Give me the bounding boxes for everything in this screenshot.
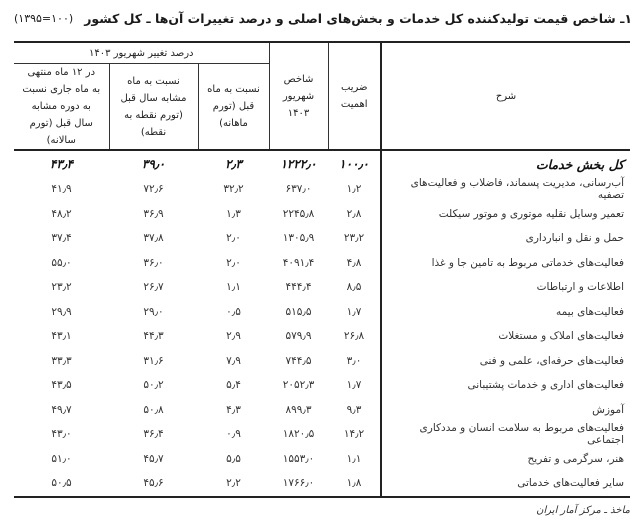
cell-monthly: ۴٫۳ [226, 403, 241, 416]
cell-index: ۱۵۵۳٫۰ [282, 452, 315, 465]
cell-desc: فعالیت‌های اداری و خدمات پشتیبانی [381, 373, 630, 398]
col-header-desc: شرح [381, 42, 630, 150]
cell-point: ۲۹٫۰ [143, 305, 164, 318]
cell-annual: ۴۳٫۰ [51, 428, 72, 441]
cell-point: ۳۷٫۸ [143, 232, 164, 245]
cell-annual: ۵۱٫۰ [51, 452, 72, 465]
col-header-index: شاخص شهریور ۱۴۰۳ [269, 42, 328, 150]
table-row [14, 300, 630, 325]
cell-index: ۲۰۵۲٫۳ [282, 379, 315, 392]
col-header-weight: ضریب اهمیت [328, 42, 381, 150]
cell-index: ۵۱۵٫۵ [285, 305, 312, 318]
cell-weight: ۲۶٫۸ [343, 330, 365, 343]
cell-weight: ۲۳٫۲ [343, 232, 365, 245]
cell-point: ۴۴٫۳ [143, 330, 164, 343]
cell-point: ۲۶٫۷ [143, 281, 164, 294]
cell-annual: ۵۰٫۵ [51, 477, 72, 490]
cell-point: ۳۹٫۰ [141, 157, 166, 171]
cell-index: ۱۳۰۵٫۹ [282, 232, 315, 245]
cell-monthly: ۱٫۳ [226, 207, 241, 220]
ppi-services-table [14, 41, 630, 498]
cell-desc: کل بخش خدمات [381, 150, 630, 177]
col-header-group-change: درصد تغییر شهریور ۱۴۰۳ [14, 42, 269, 64]
table-body [14, 150, 630, 497]
cell-desc: سایر فعالیت‌های خدماتی [381, 471, 630, 497]
cell-monthly: ۳۲٫۲ [223, 183, 244, 196]
table-row [14, 202, 630, 227]
cell-desc: فعالیت‌های املاک و مستغلات [381, 324, 630, 349]
col-header-point: نسبت به ماه مشابه سال قبل (تورم نقطه به نقطه) [109, 64, 198, 151]
table-row [14, 177, 630, 202]
table-title: ۱ـ شاخص قیمت تولیدکننده کل خدمات و بخش‌های اصلی و درصد تغییرات آن‌ها ـ کل کشور [84, 10, 632, 26]
cell-index: ۸۹۹٫۳ [285, 403, 312, 416]
cell-monthly: ۲٫۳ [225, 157, 242, 171]
cell-annual: ۲۳٫۲ [51, 281, 72, 294]
cell-desc: آموزش [381, 398, 630, 423]
cell-annual: ۴۸٫۲ [51, 207, 72, 220]
cell-weight: ۱٫۷ [346, 379, 362, 392]
cell-point: ۴۵٫۶ [143, 477, 164, 490]
table-row [14, 398, 630, 423]
cell-point: ۴۵٫۷ [143, 452, 164, 465]
cell-point: ۳۶٫۴ [143, 428, 164, 441]
cell-annual: ۴۱٫۹ [51, 183, 72, 196]
cell-annual: ۲۹٫۹ [51, 305, 72, 318]
cell-desc: هنر، سرگرمی و تفریح [381, 447, 630, 472]
cell-point: ۵۰٫۸ [143, 403, 164, 416]
cell-weight: ۱٫۲ [346, 183, 362, 196]
cell-monthly: ۵٫۵ [226, 452, 241, 465]
table-row [14, 226, 630, 251]
cell-point: ۳۱٫۶ [143, 354, 164, 367]
table-row-total [14, 150, 630, 177]
cell-point: ۳۶٫۰ [143, 256, 164, 269]
cell-monthly: ۲٫۰ [226, 256, 241, 269]
cell-weight: ۱٫۷ [346, 305, 362, 318]
cell-index: ۶۳۷٫۰ [285, 183, 312, 196]
cell-monthly: ۲٫۹ [226, 330, 241, 343]
table-row [14, 447, 630, 472]
cell-annual: ۴۳٫۴ [49, 157, 74, 171]
cell-weight: ۱۰۰٫۰ [339, 157, 369, 171]
cell-desc: اطلاعات و ارتباطات [381, 275, 630, 300]
cell-index: ۷۴۴٫۵ [285, 354, 312, 367]
cell-monthly: ۲٫۰ [226, 232, 241, 245]
cell-point: ۷۲٫۶ [143, 183, 164, 196]
cell-monthly: ۷٫۹ [226, 354, 241, 367]
cell-desc: تعمیر وسایل نقلیه موتوری و موتور سیکلت [381, 202, 630, 227]
cell-index: ۱۸۲۰٫۵ [282, 428, 315, 441]
cell-index: ۲۲۴۵٫۸ [282, 207, 315, 220]
cell-index: ۴۰۹۱٫۴ [282, 256, 315, 269]
cell-point: ۳۶٫۹ [143, 207, 164, 220]
base-year-note: (۱۳۹۵=۱۰۰) [14, 11, 74, 25]
cell-weight: ۱٫۸ [346, 477, 362, 490]
title-bar [14, 8, 632, 28]
cell-weight: ۳٫۰ [346, 354, 362, 367]
cell-desc: فعالیت‌های حرفه‌ای، علمی و فنی [381, 349, 630, 374]
source-note: ماخذ ـ مرکز آمار ایران [536, 505, 630, 516]
table-row [14, 471, 630, 497]
table-row [14, 251, 630, 276]
cell-desc: فعالیت‌های خدماتی مربوط به تامین جا و غذا [381, 251, 630, 276]
col-header-annual: در ۱۲ ماه منتهی به ماه جاری نسبت به دوره مشابه سال قبل (تورم سالانه) [22, 67, 101, 146]
cell-desc: فعالیت‌های بیمه [381, 300, 630, 325]
cell-weight: ۴٫۸ [346, 256, 362, 269]
cell-weight: ۱۴٫۲ [343, 428, 365, 441]
cell-desc: حمل و نقل و انبارداری [381, 226, 630, 251]
cell-weight: ۲٫۸ [346, 207, 362, 220]
cell-point: ۵۰٫۲ [143, 379, 164, 392]
table-row [14, 324, 630, 349]
cell-weight: ۸٫۵ [346, 281, 362, 294]
cell-annual: ۳۷٫۴ [51, 232, 72, 245]
cell-index: ۵۷۹٫۹ [285, 330, 312, 343]
table-row [14, 422, 630, 447]
cell-desc: آب‌رسانی، مدیریت پسماند، فاضلاب و فعالیت‌های تصفیه [381, 177, 630, 202]
cell-monthly: ۰٫۹ [226, 428, 241, 441]
cell-monthly: ۲٫۲ [226, 477, 241, 490]
cell-annual: ۴۹٫۷ [51, 403, 72, 416]
cell-index: ۱۲۲۲٫۰ [280, 157, 317, 171]
table-row [14, 275, 630, 300]
table-row [14, 373, 630, 398]
col-header-monthly: نسبت به ماه قبل (تورم ماهانه) [198, 64, 269, 151]
cell-index: ۱۷۶۶٫۰ [282, 477, 315, 490]
cell-annual: ۴۳٫۵ [51, 379, 72, 392]
cell-desc: فعالیت‌های مربوط به سلامت انسان و مددکاری اجتماعی [381, 422, 630, 447]
cell-monthly: ۰٫۵ [226, 305, 241, 318]
cell-annual: ۳۳٫۳ [51, 354, 72, 367]
cell-weight: ۹٫۳ [346, 403, 362, 416]
cell-monthly: ۱٫۱ [226, 281, 241, 294]
cell-annual: ۴۳٫۱ [51, 330, 72, 343]
cell-weight: ۱٫۱ [346, 452, 362, 465]
table-row [14, 349, 630, 374]
cell-monthly: ۵٫۴ [226, 379, 241, 392]
cell-index: ۴۴۴٫۴ [285, 281, 312, 294]
cell-annual: ۵۵٫۰ [51, 256, 72, 269]
